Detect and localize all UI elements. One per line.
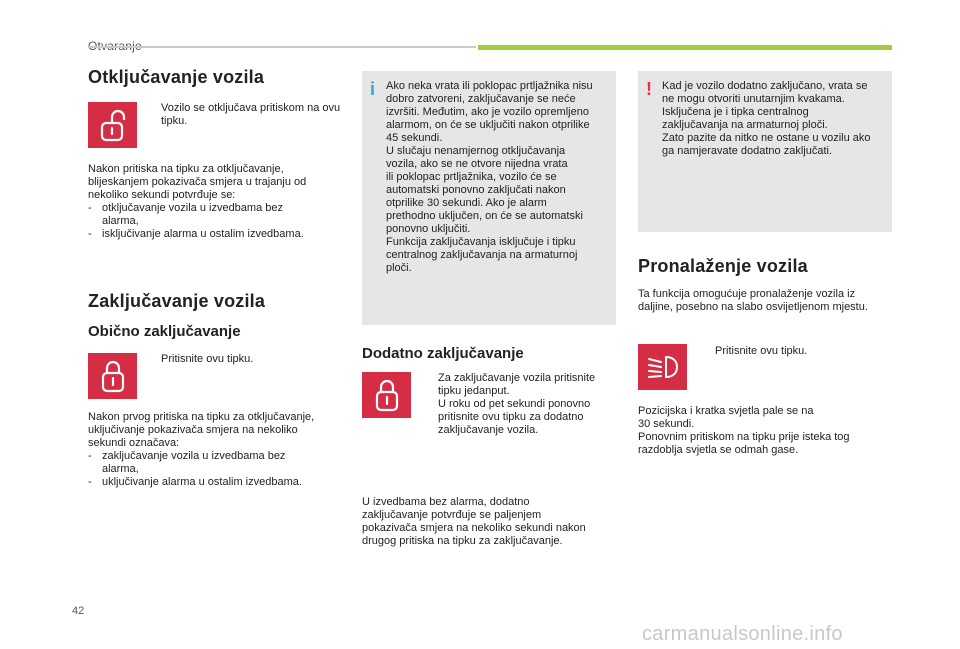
lock-key-button-image — [88, 353, 137, 399]
unlock-bullet-text: Vozilo se otključava pritiskom na ovu tipku. — [161, 102, 341, 127]
info-note — [362, 71, 616, 325]
warning-note-text: Kad je vozilo dodatno zaključano, vrata se ne mogu otvoriti unutarnjim kvakama. Isključena je i tipka centralnog zaključavanja na armaturnoj ploči. Zato pazite da nitko ne ostane u vozilu ako ga namjeravate dodatno zaključati. — [662, 80, 871, 157]
watermark: carmanualsonline.info — [642, 623, 843, 645]
list-item: - otključavanje vozila u izvedbama bez alarma, — [88, 202, 283, 227]
unlock-paragraph: Nakon pritiska na tipku za otključavanje, blijeskanjem pokazivača smjera u trajanju od nekoliko sekundi potvrđuje se: — [88, 163, 307, 201]
warning-note — [638, 71, 892, 232]
padlock-closed-icon — [100, 359, 126, 393]
unlock-title: Otključavanje vozila — [88, 67, 265, 87]
list-item: Za zaključavanje vozila pritisnite tipku jedanput. — [438, 372, 596, 397]
deadlock-title: Dodatno zaključavanje — [362, 345, 524, 362]
locate-bullet-text: Pritisnite ovu tipku. — [715, 345, 808, 357]
unlock-list — [88, 202, 348, 241]
lock-title: Zaključavanje vozila — [88, 291, 266, 311]
locate-paragraph: Ta funkcija omogućuje pronalaženje vozila iz daljine, posebno na slabo osvijetljenom mjestu. — [638, 288, 868, 313]
list-item: - isključivanje alarma u ostalim izvedbama. — [88, 228, 304, 240]
lock-list — [88, 450, 353, 489]
warning-icon: ! — [646, 79, 652, 99]
lock-bullet-text: Pritisnite ovu tipku. — [161, 353, 254, 365]
deadlock-paragraph: U izvedbama bez alarma, dodatno zaključavanje potvrđuje se paljenjem pokazivača smjera na nekoliko sekundi nakon drugog pritiska na tipku za zaključavanje. — [362, 496, 586, 547]
info-icon: i — [370, 79, 376, 99]
headlamp-icon — [646, 354, 680, 380]
unlock-key-button-image — [88, 102, 137, 148]
locate-title: Pronalaženje vozila — [638, 256, 808, 276]
deadlock-bullets — [420, 372, 620, 437]
header-rule-green — [478, 45, 892, 50]
padlock-closed-icon — [374, 378, 400, 412]
list-item: - uključivanje alarma u ostalim izvedbama. — [88, 476, 302, 488]
normal-lock-title: Obično zaključavanje — [88, 323, 241, 340]
locate-paragraph-2: Pozicijska i kratka svjetla pale se na 30 sekundi. Ponovnim pritiskom na tipku prije isteka tog razdoblja svjetla se odmah gase. — [638, 405, 850, 456]
locate-key-button-image — [638, 344, 687, 390]
list-item: U roku od pet sekundi ponovno pritisnite ovu tipku za dodatno zaključavanje vozila. — [438, 398, 591, 436]
info-note-text: Ako neka vrata ili poklopac prtljažnika nisu dobro zatvoreni, zaključavanje se neće izvršiti. Međutim, ako je vozilo opremljeno alarmom, on će se uključiti nakon otprilike 45 sekundi. U slučaju nenamjernog otključavanja vozila, ako se ne otvore nijedna vrata ili poklopac prtljažnika, vozilo će se automatski ponovno zaključati nakon otprilike 30 sekundi. Ako je alarm prethodno uključen, on će se automatski ponovno uključiti. Funkcija zaključavanja isključuje i tipku centralnog zaključavanja na armaturnoj ploči. — [386, 80, 593, 274]
page-number: 42 — [72, 605, 85, 617]
deadlock-key-button-image — [362, 372, 411, 418]
locate-bullet — [697, 345, 887, 358]
header-rule-grey — [88, 46, 476, 48]
lock-paragraph: Nakon prvog pritiska na tipku za otključavanje, uključivanje pokazivača smjera na nekoliko sekundi označava: — [88, 411, 315, 449]
lock-bullet — [143, 353, 343, 366]
unlock-bullet — [143, 102, 343, 128]
list-item: - zaključavanje vozila u izvedbama bez alarma, — [88, 450, 286, 475]
padlock-open-icon — [98, 108, 128, 142]
